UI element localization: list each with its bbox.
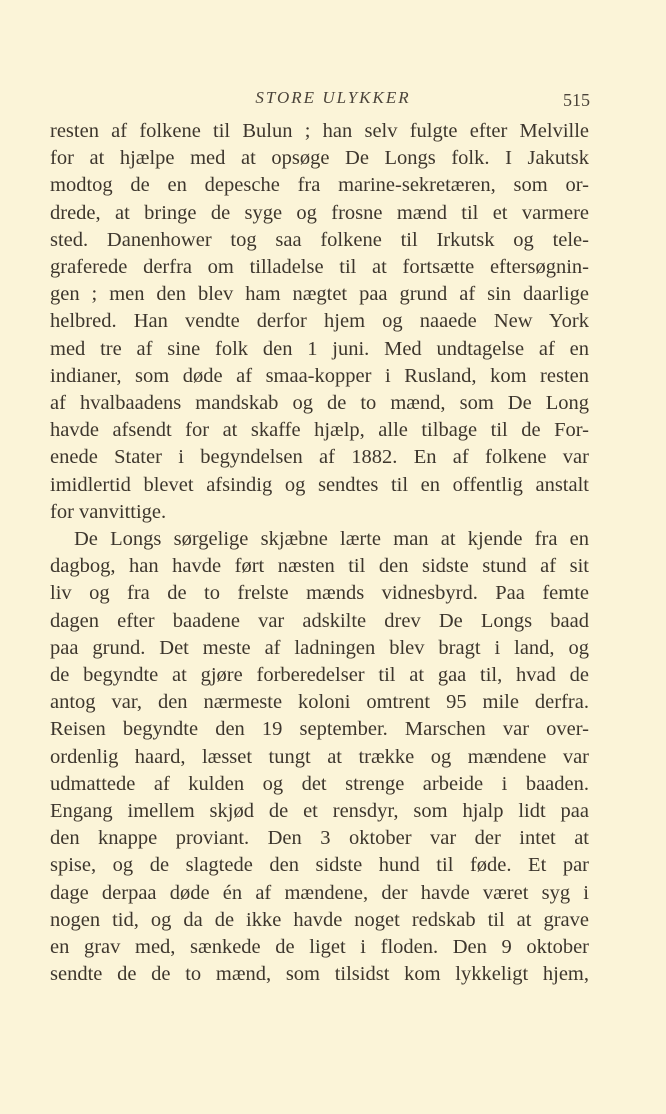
text-line: imidlertid blevet afsindig og sendtes til en offentlig anstalt <box>50 473 589 496</box>
text-line: graferede derfra om tilladelse til at fortsætte eftersøgnin- <box>50 256 589 279</box>
text-line: enede Stater i begyndelsen af 1882. En af folkene var <box>50 446 589 469</box>
text-line: den knappe proviant. Den 3 oktober var der intet at <box>50 827 589 850</box>
text-line: drede, at bringe de syge og frosne mænd til et varmere <box>50 201 589 224</box>
text-line: modtog de en depesche fra marine-sekretæren, som or- <box>50 174 589 197</box>
text-line: havde afsendt for at skaffe hjælp, alle tilbage til de For- <box>50 419 589 442</box>
text-line: paa grund. Det meste af ladningen blev bragt i land, og <box>50 636 589 659</box>
text-line: antog var, den nærmeste koloni omtrent 95 mile derfra. <box>50 691 589 714</box>
running-title: STORE ULYKKER <box>255 88 411 107</box>
text-line: ordenlig haard, læsset tungt at trække og mændene var <box>50 745 589 768</box>
text-line: gen ; men den blev ham nægtet paa grund af sin daarlige <box>50 283 589 306</box>
body-text <box>50 118 589 989</box>
text-line: Reisen begyndte den 19 september. Marschen var over- <box>50 718 589 741</box>
text-line: for at hjælpe med at opsøge De Longs folk. I Jakutsk <box>50 147 589 170</box>
text-line: dage derpaa døde én af mændene, der havde været syg i <box>50 881 589 904</box>
text-line: for vanvittige. <box>50 500 167 523</box>
text-line: liv og fra de to frelste mænds vidnesbyrd. Paa femte <box>50 582 589 605</box>
text-line: med tre af sine folk den 1 juni. Med undtagelse af en <box>50 337 589 360</box>
page-number: 515 <box>563 90 590 110</box>
text-line: dagbog, han havde ført næsten til den sidste stund af sit <box>50 555 589 578</box>
text-line: sendte de de to mænd, som tilsidst kom lykkeligt hjem, <box>50 963 589 986</box>
text-line: indianer, som døde af smaa-kopper i Rusland, kom resten <box>50 364 589 387</box>
text-line: resten af folkene til Bulun ; han selv fulgte efter Melville <box>50 120 589 142</box>
text-line: de begyndte at gjøre forberedelser til at gaa til, hvad de <box>50 664 589 687</box>
text-line: helbred. Han vendte derfor hjem og naaede New York <box>50 310 589 333</box>
text-line: nogen tid, og da de ikke havde noget redskab til at grave <box>50 908 589 931</box>
text-line: Engang imellem skjød de et rensdyr, som hjalp lidt paa <box>50 800 589 823</box>
paragraph <box>50 118 589 526</box>
text-line: dagen efter baadene var adskilte drev De Longs baad <box>50 609 589 632</box>
text-line: en grav med, sænkede de liget i floden. Den 9 oktober <box>50 936 589 959</box>
text-line: De Longs sørgelige skjæbne lærte man at kjende fra en <box>74 528 589 551</box>
text-line: spise, og de slagtede den sidste hund til føde. Et par <box>50 854 589 877</box>
text-line: sted. Danenhower tog saa folkene til Irkutsk og tele- <box>50 228 589 251</box>
text-line: udmattede af kulden og det strenge arbeide i baaden. <box>50 772 589 795</box>
paragraph <box>50 526 589 988</box>
text-line: af hvalbaadens mandskab og de to mænd, som De Long <box>50 392 589 415</box>
